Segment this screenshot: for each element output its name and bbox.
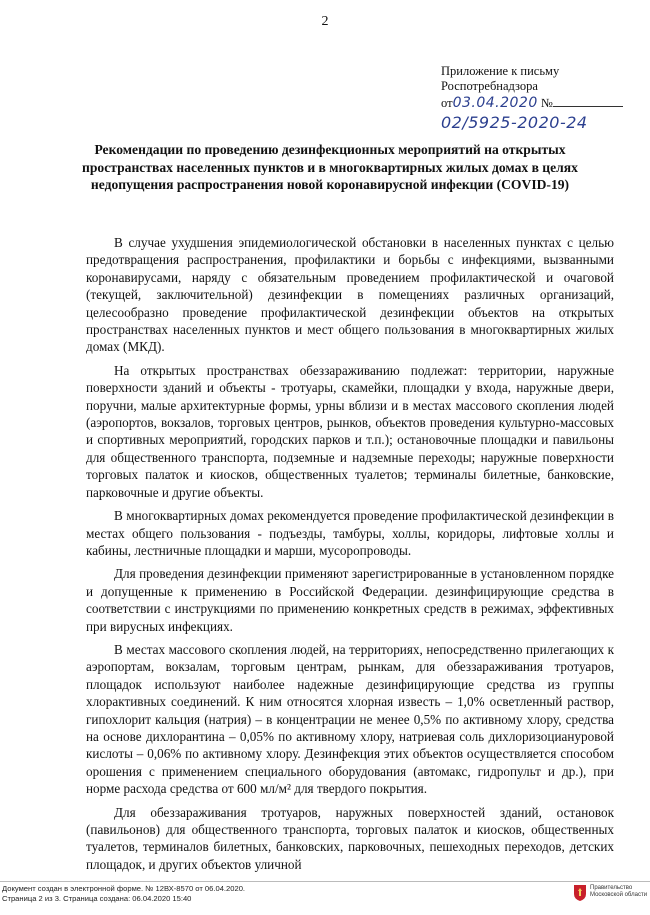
document-title: Рекомендации по проведению дезинфекционных мероприятий на открытых пространствах населенных пунктов и в многоквартирных жилых домах в целях недопущения распространения новой коронавирусной инфекции (COVID-19) (82, 142, 578, 192)
paragraph: В многоквартирных домах рекомендуется проведение профилактической дезинфекции в местах общего пользования - подъезды, тамбуры, холлы, коридоры, лифтовые холлы и кабины, лестничные площадки и марши, мусоропроводы. (86, 508, 614, 558)
appendix-line-1: Приложение к письму (441, 64, 560, 78)
page-number: 2 (321, 14, 329, 29)
appendix-line-2: Роспотребнадзора (441, 79, 538, 93)
logo-text: Правительство Московской области (590, 885, 648, 898)
paragraph: Для проведения дезинфекции применяют зарегистрированные в установленном порядке и допущенные к применению в Российской Федерации. дезинфицирующие средства в соответствии с инструкциями по применению конкретных средств в режимах, эффективных при вирусных инфекциях. (86, 566, 614, 634)
moscow-oblast-emblem-icon (573, 884, 587, 902)
paragraph: В местах массового скопления людей, на территориях, непосредственно прилегающих к аэропортам, вокзалам, торговым центрам, рынкам, для обеззараживания тротуаров, площадок используют наиболее надежные дезинфицирующие средства из группы хлорактивных соединений. К ним относятся хлорная известь – 1,0% осветленный раствор, гипохлорит кальция (натрия) – в концентрации не менее 0,5% по активному хлору, средства на основе дихлорантина – 0,05% по активному хлору, натриевая соль дихлоризоциануровой кислоты – 0,06% по активному хлору. Дезинфекция этих объектов осуществляется способом орошения с применением специального оборудования (автомакс, гидропульт и др.), при норме расхода средства от 600 мл/м² для твердого покрытия. (86, 641, 614, 797)
government-logo (573, 880, 649, 910)
number-sign: № (540, 96, 553, 110)
footer (2, 884, 245, 904)
document-body (86, 234, 614, 879)
paragraph: На открытых пространствах обеззараживанию подлежат: территории, наружные поверхности зданий и объекты - тротуары, скамейки, площадки у входа, наружные двери, поручни, малые архитектурные формы, урны вблизи и в местах массового скопления людей (аэропортов, вокзалов, торговых центров, рынков, объектов проведения культурно-массовых и спортивных мероприятий, городских парков и т.п.); остановочные площадки и павильоны для общественного транспорта, подземные и надземные переходы; наружные поверхности торговых палаток и киосков, общественных туалетов; терминалы билетные, банковские, парковочные и другие объекты. (86, 362, 614, 500)
appendix-date-line (441, 94, 621, 111)
appendix-block (441, 64, 621, 111)
handwritten-registration-number: 02/5925-2020-24 (441, 113, 588, 132)
paragraph: В случае ухудшения эпидемиологической обстановки в населенных пунктах с целью предотвращения распространения, профилактики и борьбы с инфекциями, вызванными коронавирусами, наряду с обязательным проведением профилактической и очаговой (текущей, заключительной) дезинфекции в помещениях различных организаций, целесообразно проведение профилактической дезинфекции объектов на открытых пространствах населенных пунктов и мест общего пользования в многоквартирных жилых домах (МКД). (86, 235, 614, 355)
footer-divider (0, 881, 650, 882)
paragraph: Для обеззараживания тротуаров, наружных поверхностей зданий, остановок (павильонов) для общественного транспорта, торговых палаток и киосков, общественных туалетов, терминалов билетных, банковских, парковочных, пешеходных переходов, детских площадок, и других объектов уличной (86, 804, 614, 872)
footer-line-1: Документ создан в электронной форме. № 12ВХ-8570 от 06.04.2020. (2, 884, 246, 893)
number-underline (553, 94, 623, 107)
handwritten-date: 03.04.2020 (452, 95, 538, 111)
date-prefix: от (441, 96, 453, 110)
footer-line-2: Страница 2 из 3. Страница создана: 06.04.2020 15:40 (2, 894, 192, 903)
